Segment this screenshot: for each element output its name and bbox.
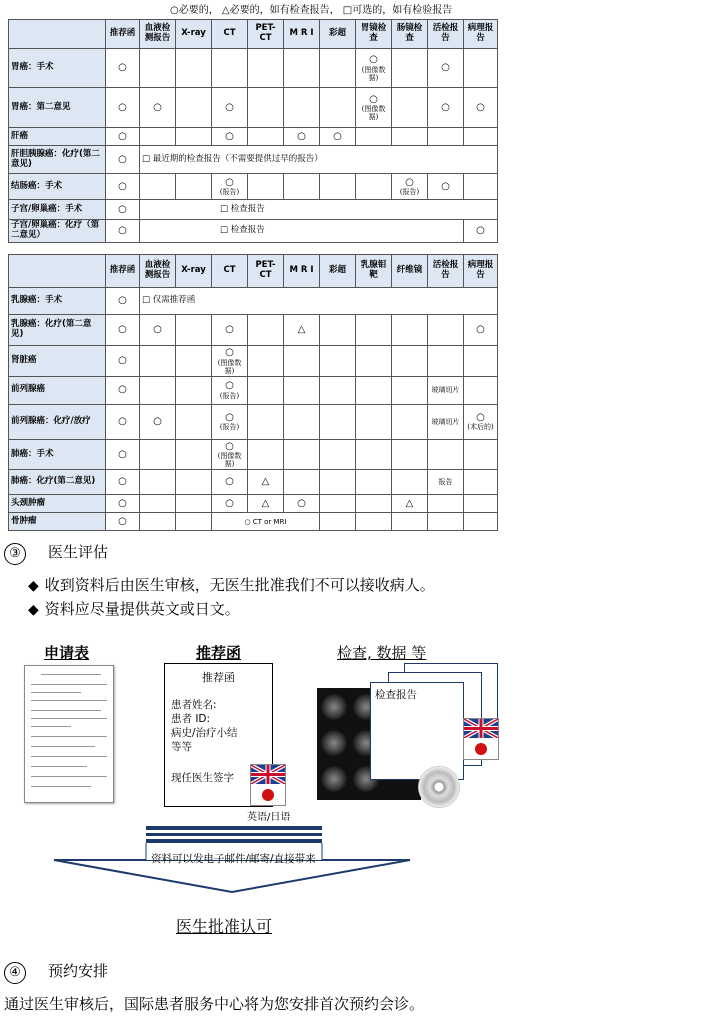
row-label: 子宫/卵巢癌：化疗（第二意见） [9,220,106,243]
column-header: X-ray [176,255,212,288]
table-row: 胃癌：手术 ○ ○ (图像数据) ○ [9,49,498,88]
row-note: □ 仅需推荐函 [140,288,498,315]
report-page-front [370,682,464,780]
column-header: 活检报告 [428,20,464,49]
requirements-table-2 [8,254,498,531]
row-label: 肾脏癌 [9,346,106,377]
legend: ○必要的， △必要的，如有检查报告， □可选的，如有检验报告 [170,5,453,16]
table-row: 肝癌 ○ ○ ○ ○ [9,128,498,146]
section-3-number: ③ [4,543,26,565]
column-header: 肠镜检查 [392,20,428,49]
requirements-table-1 [8,19,498,243]
application-form-image [24,665,114,803]
column-header: 纤维镜 [392,255,428,288]
row-note: □ 检查报告 [140,200,498,220]
column-header: M R I [284,255,320,288]
flag-icon [250,764,286,806]
column-header: 活检报告 [428,255,464,288]
row-label: 胃癌：手术 [9,49,106,88]
letter-body: 患者姓名: 患者 ID: 病史/治疗小结 等等 [171,699,238,753]
column-header: 乳腺钼靶 [356,255,392,288]
section-4-title: 预约安排 [48,962,109,980]
table-row: 胃癌：第二意见 ○ ○ ○ ○ (图像数据) ○ ○ [9,88,498,128]
row-label: 结肠癌：手术 [9,174,106,200]
row-label: 骨肿瘤 [9,513,106,531]
column-header: 推荐函 [106,20,140,49]
letter-label: 推荐函 [196,644,242,662]
row-label: 肺癌：化疗(第二意见) [9,470,106,495]
column-header: CT [212,255,248,288]
table-row: 前列腺癌 ○ ○ (报告) 玻璃切片 [9,376,498,404]
table-row: 肺癌：手术 ○ ○ (图像数据) [9,439,498,470]
table-row: 头颈肿瘤 ○ ○ △ ○ △ [9,495,498,513]
approval-text: 医生批准认可 [176,917,273,936]
exam-label: 检查, 数据 等 [337,644,427,662]
column-header: 血液检测报告 [140,255,176,288]
column-header: 病理报告 [464,20,498,49]
bullet-2: ◆ 资料应尽量提供英文或日文。 [28,600,240,618]
ct-or-mri-note: ○ CT or MRI [212,513,320,531]
table-row: 乳腺癌：手术 ○ □ 仅需推荐函 [9,288,498,315]
letter-signature: 现任医生签字 [171,772,234,784]
row-label: 子宫/卵巢癌：手术 [9,200,106,220]
section-3-title: 医生评估 [48,543,109,561]
column-header: 彩超 [320,255,356,288]
row-note: □ 最近期的检查报告（不需要提供过早的报告） [140,146,498,174]
table-row: 前列腺癌：化疗/放疗 ○ ○ ○ (报告) 玻璃切片 ○ (术后的) [9,404,498,439]
section-4-number: ④ [4,962,26,984]
table-row: 肺癌：化疗(第二意见) ○ ○ △ 报告 [9,470,498,495]
table-row: 乳腺癌：化疗(第二意见) ○ ○ ○ △ ○ [9,315,498,346]
column-header: CT [212,20,248,49]
arrow-text: 资料可以发电子邮件/邮寄/直接带来 [151,853,316,865]
row-label: 肝胆胰腺癌：化疗(第二意见) [9,146,106,174]
column-header: 胃镜检查 [356,20,392,49]
table-row: 子宫/卵巢癌：手术 ○ □ 检查报告 [9,200,498,220]
column-header: 病理报告 [464,255,498,288]
row-label: 前列腺癌 [9,376,106,404]
report-title: 检查报告 [375,689,417,701]
column-header: M R I [284,20,320,49]
table-header-row [9,255,498,288]
row-note: □ 检查报告 [140,220,464,243]
bullet-1: ◆ 收到资料后由医生审核，无医生批准我们不可以接收病人。 [28,576,435,594]
column-header: 彩超 [320,20,356,49]
row-label: 前列腺癌：化疗/放疗 [9,404,106,439]
table-row: 骨肿瘤 ○ ○ CT or MRI [9,513,498,531]
row-label: 头颈肿瘤 [9,495,106,513]
column-header: PET-CT [248,255,284,288]
row-label: 肺癌：手术 [9,439,106,470]
letter-title: 推荐函 [202,671,235,684]
column-header: 血液检测报告 [140,20,176,49]
table-row: 肝胆胰腺癌：化疗(第二意见) ○ □ 最近期的检查报告（不需要提供过早的报告） [9,146,498,174]
form-label: 申请表 [44,644,90,662]
section-4-text: 通过医生审核后，国际患者服务中心将为您安排首次预约会诊。 [4,995,425,1013]
table-row: 子宫/卵巢癌：化疗（第二意见） ○ □ 检查报告 ○ [9,220,498,243]
table-header-row [9,20,498,49]
table-row: 结肠癌：手术 ○ ○ (报告) ○ (报告) ○ [9,174,498,200]
flag-icon [463,718,499,760]
table-row: 肾脏癌 ○ ○ (图像数据) [9,346,498,377]
section-4-heading [4,960,108,984]
row-label: 胃癌：第二意见 [9,88,106,128]
language-label: 英语/日语 [247,812,291,823]
cd-disc-icon [418,766,460,808]
row-label: 乳腺癌：手术 [9,288,106,315]
column-header: X-ray [176,20,212,49]
column-header: 推荐函 [106,255,140,288]
row-label: 乳腺癌：化疗(第二意见) [9,315,106,346]
row-label: 肝癌 [9,128,106,146]
column-header: PET-CT [248,20,284,49]
section-3-heading [4,541,108,565]
